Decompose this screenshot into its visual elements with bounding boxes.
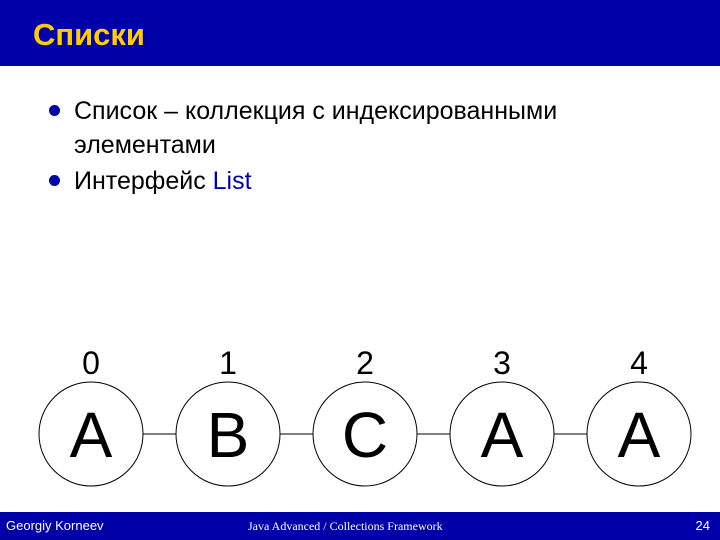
bullet-text: Список – коллекция с индексированными элементами (74, 97, 558, 159)
list-node-label: A (480, 399, 524, 471)
list-node-label: C (341, 399, 389, 471)
footer-bar (0, 512, 720, 540)
bullet-icon (49, 175, 60, 186)
index-label: 0 (82, 345, 100, 381)
list-node-label: B (206, 399, 250, 471)
title-bar (0, 0, 720, 66)
slide-title: Списки (33, 17, 145, 52)
index-label: 3 (493, 345, 511, 381)
index-label: 1 (219, 345, 237, 381)
page-number: 24 (695, 518, 710, 533)
list-diagram (0, 330, 720, 500)
list-node-label: A (69, 399, 113, 471)
footer-course: Java Advanced / Collections Framework (248, 519, 443, 533)
bullet-item (48, 164, 688, 198)
footer-author: Georgiy Korneev (6, 518, 104, 533)
bullet-icon (49, 105, 60, 116)
index-label: 4 (630, 345, 648, 381)
bullet-list (48, 94, 688, 200)
bullet-item (48, 94, 688, 162)
bullet-text: Интерфейс (74, 167, 213, 195)
index-label: 2 (356, 345, 374, 381)
code-term: List (212, 167, 252, 195)
list-node-label: A (617, 399, 661, 471)
